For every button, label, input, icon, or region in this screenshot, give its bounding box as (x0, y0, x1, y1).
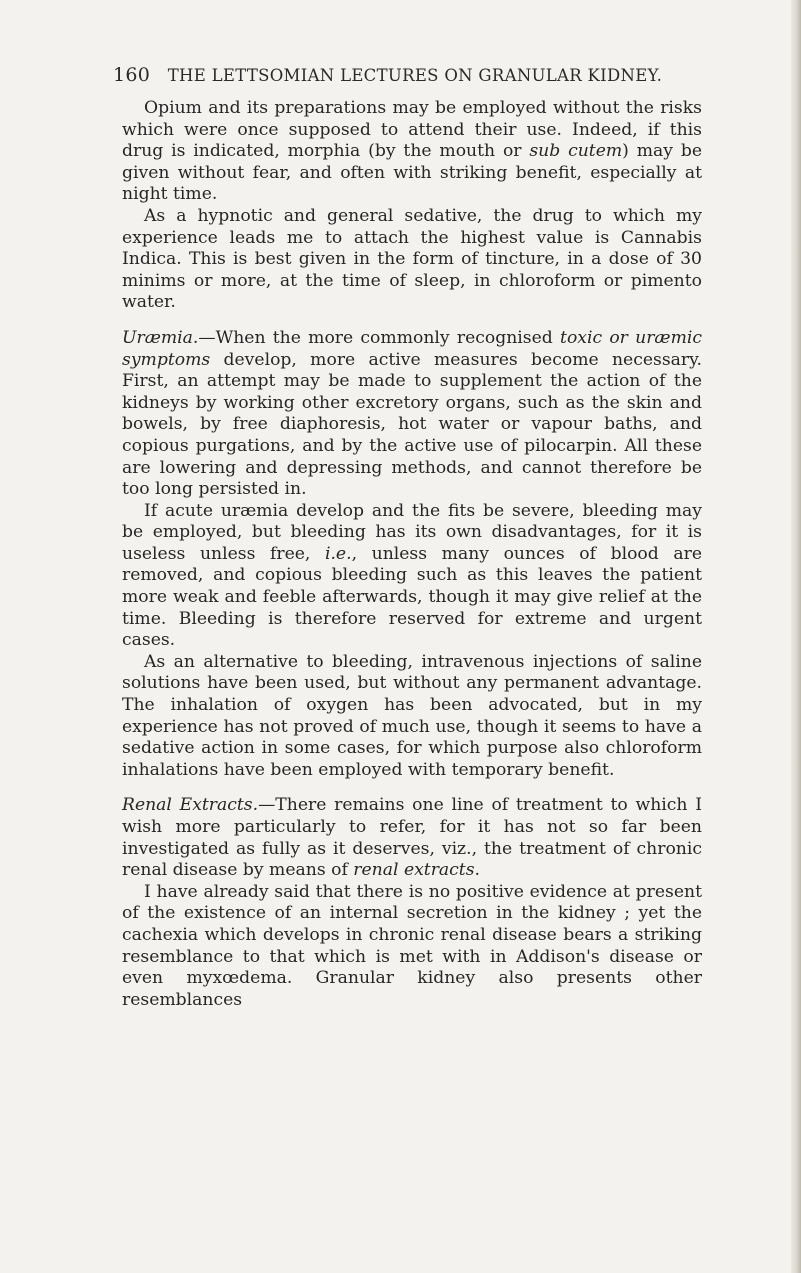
section-paragraph (122, 328, 702, 501)
paragraph (122, 882, 702, 1012)
text-run: , unless many ounces of blood are removed, and copious bleeding such as this leaves the patient more weak and feeble afterwards, though it may give relief at the time. Bleeding is therefore reserved for extreme and urgent cases. (122, 543, 702, 651)
italic-text: sub cutem (529, 141, 623, 162)
running-title: THE LETTSOMIAN LECTURES ON GRANULAR KIDNEY. (167, 66, 663, 85)
text-run: ) may be given without fear, and often with striking benefit, especially at night time. (122, 141, 702, 205)
text-run: I have already said that there is no positive evidence at present of the existence of an internal secretion in the kidney ; yet the cachexia which develops in chronic renal disease bears a striking resemblance to that which is met with in Addison's disease or even myxœdema. Granular kidney also presents other resemblances (122, 881, 702, 1010)
text-run: . (474, 860, 481, 881)
page-body (122, 98, 702, 1011)
text-run: As a hypnotic and general sedative, the drug to which my experience leads me to attach the highest value is Cannabis Indica. This is best given in the form of tincture, in a dose of 30 minims or more, at the time of sleep, in chloroform or pimento water. (122, 205, 702, 313)
italic-text: Uræmia. (122, 327, 199, 348)
page-number: 160 (113, 64, 151, 86)
page-edge (791, 0, 801, 1273)
italic-text: renal extracts (353, 860, 475, 881)
text-run: Opium and its preparations may be employed without the risks which were once supposed to attend their use. Indeed, if this drug is indicated, morphia (by the mouth or (122, 98, 702, 162)
section-paragraph (122, 795, 702, 881)
text-run: If acute uræmia develop and the fits be severe, bleeding may be employed, but bleeding has its own disadvantages, for it is useless unless free, (122, 500, 702, 564)
text-run: As an alternative to bleeding, intravenous injections of saline solutions have been used, but without any permanent advantage. The inhalation of oxygen has been advocated, but in my experience has not proved of much use, though it seems to have a sedative action in some cases, for which purpose also chloroform inhalations have been employed with temporary benefit. (122, 651, 702, 780)
text-run: —When the more commonly recognised (198, 327, 561, 348)
paragraph (122, 206, 702, 314)
italic-text: Renal Extracts. (122, 795, 259, 816)
text-run: —There remains one line of treatment to which I wish more particularly to refer, for it has not so far been investigated as fully as it deserves, viz., the treatment of chronic renal disease by means of (122, 795, 702, 881)
paragraph (122, 501, 702, 652)
paragraph (122, 652, 702, 782)
italic-text: i.e. (324, 543, 352, 564)
paragraph (122, 98, 702, 206)
italic-text: toxic or uræmic symptoms (122, 327, 702, 370)
running-head (113, 64, 713, 86)
text-run: develop, more active measures become necessary. First, an attempt may be made to supplement the action of the kidneys by working other excretory organs, such as the skin and bowels, by free diaphoresis, hot water or vapour baths, and copious purgations, and by the active use of pilocarpin. All these are lowering and depressing methods, and cannot therefore be too long persisted in. (122, 349, 702, 500)
